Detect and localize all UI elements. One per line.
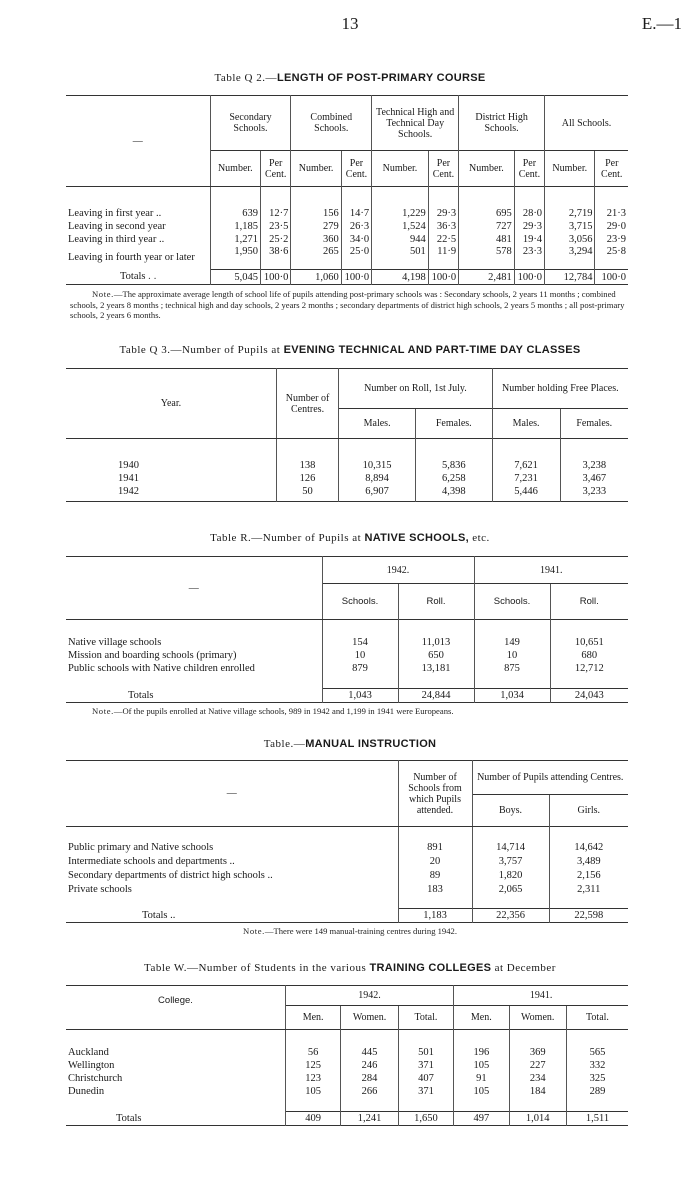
table-cell: 1,241	[341, 1112, 398, 1126]
table-cell: 371	[398, 1085, 453, 1098]
table-cell: 265	[291, 246, 341, 270]
table-cell: 246	[341, 1059, 398, 1072]
table-cell: 1,524	[372, 220, 429, 233]
table-cell: 10	[474, 649, 550, 662]
table-row	[66, 1085, 628, 1098]
table-cell: 1,950	[210, 246, 260, 270]
table-cell: 25·8	[595, 246, 628, 270]
q2-stub-dash: —	[66, 96, 210, 187]
q2-sub-number: Number.	[372, 151, 429, 187]
q2-totals-label	[66, 270, 210, 285]
table-cell: 11,013	[398, 636, 474, 649]
table-cell: 565	[566, 1046, 628, 1059]
note-label: Note.	[92, 289, 114, 299]
table-manual	[66, 760, 628, 923]
totals-text: Totals	[120, 271, 146, 283]
table-cell: 10,315	[339, 459, 416, 472]
row-label: Dunedin	[68, 1085, 105, 1097]
table-cell: 727	[459, 220, 515, 233]
table-cell: 3,233	[560, 485, 628, 498]
table-cell: 680	[550, 649, 628, 662]
table-cell: 38·6	[261, 246, 291, 270]
table-row	[66, 246, 628, 270]
table-cell: 1,014	[509, 1112, 566, 1126]
table-cell: 7,231	[492, 472, 560, 485]
table-row	[66, 1059, 628, 1072]
w-year-header: 1941.	[454, 986, 628, 1006]
table-q3-caption	[0, 344, 700, 356]
table-w	[66, 985, 628, 1126]
table-cell: 12·7	[261, 207, 291, 220]
caption-prefix: Table Q 3.—Number of Pupils at	[119, 344, 284, 356]
table-cell: 20	[398, 855, 472, 869]
table-cell: 371	[398, 1059, 453, 1072]
manual-stub-dash: —	[66, 761, 398, 827]
q3-year-header: Year.	[66, 369, 276, 439]
table-cell: 14·7	[341, 207, 371, 220]
table-row-totals	[66, 1112, 628, 1126]
table-cell: 24,844	[398, 689, 474, 703]
table-cell: 29·3	[514, 220, 544, 233]
table-cell: 11·9	[428, 246, 458, 270]
table-manual-note	[0, 926, 700, 937]
q3-males-header: Males.	[492, 409, 560, 439]
table-cell: 3,467	[560, 472, 628, 485]
q2-sub-number: Number.	[291, 151, 341, 187]
note-text: —Of the pupils enrolled at Native village schools, 989 in 1942 and 1,199 in 1941 were Europeans.	[113, 706, 454, 716]
row-label: Leaving in first year ..	[68, 207, 162, 219]
table-cell: 369	[509, 1046, 566, 1059]
table-row	[66, 233, 628, 246]
table-row	[66, 1072, 628, 1085]
table-row	[66, 485, 628, 498]
table-cell: 1,820	[472, 869, 549, 883]
table-cell: 6,907	[339, 485, 416, 498]
table-cell: 24,043	[550, 689, 628, 703]
table-row	[66, 855, 628, 869]
q2-sub-number: Number.	[210, 151, 260, 187]
manual-totals-label	[66, 909, 398, 923]
row-label: 1941	[118, 472, 139, 484]
caption-suffix: at December	[491, 962, 556, 974]
table-cell: 25·2	[261, 233, 291, 246]
table-cell: 266	[341, 1085, 398, 1098]
q3-females-header: Females.	[560, 409, 628, 439]
manual-schools-header: Number of Schools from which Pupils attended.	[398, 761, 472, 827]
table-cell: 36·3	[428, 220, 458, 233]
table-cell: 4,198	[372, 270, 429, 285]
caption-title: MANUAL INSTRUCTION	[305, 738, 437, 750]
q2-group-header: Combined Schools.	[291, 96, 372, 151]
table-cell: 1,271	[210, 233, 260, 246]
table-cell: 89	[398, 869, 472, 883]
table-cell: 578	[459, 246, 515, 270]
table-cell: 481	[459, 233, 515, 246]
q2-sub-percent: Per Cent.	[428, 151, 458, 187]
row-label: Auckland	[68, 1046, 109, 1058]
table-cell: 125	[285, 1059, 340, 1072]
table-cell: 105	[285, 1085, 340, 1098]
row-label: Secondary departments of district high schools ..	[68, 870, 273, 881]
table-cell: 407	[398, 1072, 453, 1085]
table-cell: 123	[285, 1072, 340, 1085]
table-row-totals	[66, 909, 628, 923]
table-cell: 3,757	[472, 855, 549, 869]
r-totals-label	[66, 689, 322, 703]
table-r-caption	[0, 532, 700, 544]
table-row	[66, 649, 628, 662]
table-cell: 445	[341, 1046, 398, 1059]
table-cell: 29·3	[428, 207, 458, 220]
row-label: 1940	[118, 459, 139, 471]
table-cell: 5,045	[210, 270, 260, 285]
table-cell: 3,294	[545, 246, 595, 270]
table-cell: 25·0	[341, 246, 371, 270]
table-row-totals	[66, 270, 628, 285]
note-label: Note.	[92, 706, 114, 716]
table-q3	[66, 368, 628, 502]
table-cell: 19·4	[514, 233, 544, 246]
r-schools-header: Schools.	[322, 584, 398, 620]
q2-group-header: Technical High and Technical Day Schools.	[372, 96, 459, 151]
note-text: —There were 149 manual-training centres during 1942.	[264, 926, 457, 936]
table-cell: 100·0	[341, 270, 371, 285]
table-cell: 13,181	[398, 662, 474, 675]
table-cell: 289	[566, 1085, 628, 1098]
table-cell: 5,446	[492, 485, 560, 498]
table-cell: 1,043	[322, 689, 398, 703]
row-label: Public schools with Native children enrolled	[68, 662, 255, 674]
table-cell: 1,511	[566, 1112, 628, 1126]
q2-group-header: Secondary Schools.	[210, 96, 291, 151]
table-cell: 10,651	[550, 636, 628, 649]
caption-title: EVENING TECHNICAL AND PART-TIME DAY CLASSES	[283, 344, 581, 356]
manual-pupils-header: Number of Pupils attending Centres.	[472, 761, 628, 795]
page-header	[0, 14, 700, 36]
manual-boys-header: Boys.	[472, 795, 549, 827]
note-text: —The approximate average length of school life of pupils attending post-primary schools was : Secondary schools, 2 years 11 months ; combined schools, 2 years 8 months ; technical high and day schools, 2 years 2 months ; secondary departments of district high schools, 2 years 5 months ; all post-primary schools, 2 years 6 months.	[70, 289, 625, 320]
row-label: Native village schools	[68, 636, 162, 648]
table-cell: 2,065	[472, 883, 549, 897]
table-cell: 944	[372, 233, 429, 246]
table-row-totals	[66, 689, 628, 703]
w-women-header: Women.	[341, 1006, 398, 1030]
table-cell: 156	[291, 207, 341, 220]
table-cell: 184	[509, 1085, 566, 1098]
table-cell: 14,714	[472, 841, 549, 855]
manual-girls-header: Girls.	[549, 795, 628, 827]
table-cell: 3,056	[545, 233, 595, 246]
table-cell: 10	[322, 649, 398, 662]
table-cell: 1,185	[210, 220, 260, 233]
row-label: Leaving in second year	[68, 220, 166, 232]
table-cell: 23·9	[595, 233, 628, 246]
table-w-caption	[0, 962, 700, 974]
table-cell: 227	[509, 1059, 566, 1072]
q2-sub-percent: Per Cent.	[514, 151, 544, 187]
row-label: Private schools	[68, 884, 132, 895]
table-cell: 100·0	[261, 270, 291, 285]
table-cell: 138	[276, 459, 338, 472]
table-cell: 21·3	[595, 207, 628, 220]
table-cell: 105	[454, 1059, 509, 1072]
caption-suffix: etc.	[468, 532, 490, 544]
table-cell: 279	[291, 220, 341, 233]
table-row	[66, 636, 628, 649]
row-label: Christchurch	[68, 1072, 123, 1084]
table-q2-caption	[0, 72, 700, 84]
caption-prefix: Table W.—Number of Students in the various	[144, 962, 370, 974]
w-totals-label	[66, 1112, 285, 1126]
r-year-header: 1942.	[322, 557, 474, 584]
table-row	[66, 869, 628, 883]
table-cell: 2,311	[549, 883, 628, 897]
table-row	[66, 662, 628, 675]
w-total-header: Total.	[398, 1006, 453, 1030]
q2-sub-percent: Per Cent.	[595, 151, 628, 187]
table-row	[66, 472, 628, 485]
table-cell: 22·5	[428, 233, 458, 246]
r-schools-header: Schools.	[474, 584, 550, 620]
row-label: Leaving in third year ..	[68, 233, 165, 245]
table-cell: 325	[566, 1072, 628, 1085]
table-cell: 149	[474, 636, 550, 649]
w-men-header: Men.	[285, 1006, 340, 1030]
table-row	[66, 220, 628, 233]
table-cell: 50	[276, 485, 338, 498]
table-cell: 12,712	[550, 662, 628, 675]
note-label: Note.	[243, 926, 265, 936]
w-college-header	[66, 986, 285, 1030]
table-cell: 1,034	[474, 689, 550, 703]
w-men-header: Men.	[454, 1006, 509, 1030]
table-cell: 26·3	[341, 220, 371, 233]
table-cell: 3,715	[545, 220, 595, 233]
totals-text: Totals	[128, 689, 154, 701]
table-cell: 126	[276, 472, 338, 485]
table-cell: 497	[454, 1112, 509, 1126]
totals-text: Totals	[116, 1112, 142, 1124]
table-cell: 5,836	[415, 459, 492, 472]
table-cell: 875	[474, 662, 550, 675]
caption-prefix: Table R.—Number of Pupils at	[210, 532, 365, 544]
q2-sub-number: Number.	[545, 151, 595, 187]
q3-females-header: Females.	[415, 409, 492, 439]
table-row	[66, 883, 628, 897]
table-cell: 2,481	[459, 270, 515, 285]
q3-roll-header: Number on Roll, 1st July.	[339, 369, 492, 409]
table-cell: 409	[285, 1112, 340, 1126]
table-row	[66, 207, 628, 220]
table-row	[66, 459, 628, 472]
table-cell: 22,356	[472, 909, 549, 923]
table-cell: 650	[398, 649, 474, 662]
q3-centres-header: Number of Centres.	[276, 369, 338, 439]
table-cell: 1,650	[398, 1112, 453, 1126]
q2-group-header: District High Schools.	[459, 96, 545, 151]
r-year-header: 1941.	[474, 557, 628, 584]
table-cell: 501	[372, 246, 429, 270]
q2-sub-percent: Per Cent.	[261, 151, 291, 187]
table-cell: 105	[454, 1085, 509, 1098]
row-label: 1942	[118, 485, 139, 497]
w-women-header: Women.	[509, 1006, 566, 1030]
table-cell: 501	[398, 1046, 453, 1059]
q2-sub-percent: Per Cent.	[341, 151, 371, 187]
table-cell: 7,621	[492, 459, 560, 472]
table-cell: 1,060	[291, 270, 341, 285]
table-cell: 91	[454, 1072, 509, 1085]
r-stub-dash: —	[66, 557, 322, 620]
table-q2-note	[70, 289, 628, 321]
table-manual-caption	[0, 738, 700, 750]
table-cell: 23·5	[261, 220, 291, 233]
table-cell: 360	[291, 233, 341, 246]
r-roll-header: Roll.	[398, 584, 474, 620]
row-label: Intermediate schools and departments ..	[68, 856, 235, 867]
page-number: 13	[341, 14, 359, 33]
row-label: Wellington	[68, 1059, 115, 1071]
caption-title: TRAINING COLLEGES	[369, 962, 492, 974]
table-cell: 2,156	[549, 869, 628, 883]
caption-prefix: Table.—	[263, 738, 306, 750]
table-cell: 100·0	[595, 270, 628, 285]
table-cell: 183	[398, 883, 472, 897]
q3-free-header: Number holding Free Places.	[492, 369, 628, 409]
table-row	[66, 841, 628, 855]
table-cell: 284	[341, 1072, 398, 1085]
q3-males-header: Males.	[339, 409, 416, 439]
table-cell: 100·0	[428, 270, 458, 285]
row-label: Mission and boarding schools (primary)	[68, 649, 237, 661]
row-label: Public primary and Native schools	[68, 842, 214, 853]
table-cell: 154	[322, 636, 398, 649]
table-cell: 891	[398, 841, 472, 855]
table-cell: 100·0	[514, 270, 544, 285]
table-cell: 23·3	[514, 246, 544, 270]
table-cell: 29·0	[595, 220, 628, 233]
w-total-header: Total.	[566, 1006, 628, 1030]
q2-group-header: All Schools.	[545, 96, 628, 151]
college-header-text: College.	[158, 995, 193, 1006]
table-row	[66, 1046, 628, 1059]
totals-text: Totals ..	[142, 909, 176, 921]
table-cell: 3,238	[560, 459, 628, 472]
table-cell: 695	[459, 207, 515, 220]
table-r-note	[92, 706, 628, 717]
table-cell: 1,183	[398, 909, 472, 923]
table-cell: 2,719	[545, 207, 595, 220]
table-cell: 6,258	[415, 472, 492, 485]
table-cell: 22,598	[549, 909, 628, 923]
caption-prefix: Table Q 2.—	[214, 72, 277, 84]
table-cell: 879	[322, 662, 398, 675]
r-roll-header: Roll.	[550, 584, 628, 620]
table-cell: 34·0	[341, 233, 371, 246]
caption-title: LENGTH OF POST-PRIMARY COURSE	[276, 72, 486, 84]
q2-sub-number: Number.	[459, 151, 515, 187]
table-cell: 639	[210, 207, 260, 220]
table-cell: 196	[454, 1046, 509, 1059]
table-cell: 56	[285, 1046, 340, 1059]
table-r	[66, 556, 628, 703]
table-cell: 14,642	[549, 841, 628, 855]
w-year-header: 1942.	[285, 986, 453, 1006]
caption-title: NATIVE SCHOOLS,	[364, 532, 469, 544]
table-cell: 4,398	[415, 485, 492, 498]
row-label: Leaving in fourth year or later	[68, 252, 195, 263]
table-cell: 234	[509, 1072, 566, 1085]
leader-dots: ..	[148, 271, 160, 283]
table-cell: 3,489	[549, 855, 628, 869]
table-cell: 12,784	[545, 270, 595, 285]
table-cell: 28·0	[514, 207, 544, 220]
table-cell: 1,229	[372, 207, 429, 220]
table-cell: 332	[566, 1059, 628, 1072]
table-q2	[66, 95, 628, 285]
table-cell: 8,894	[339, 472, 416, 485]
document-reference: E.—1	[641, 14, 682, 33]
